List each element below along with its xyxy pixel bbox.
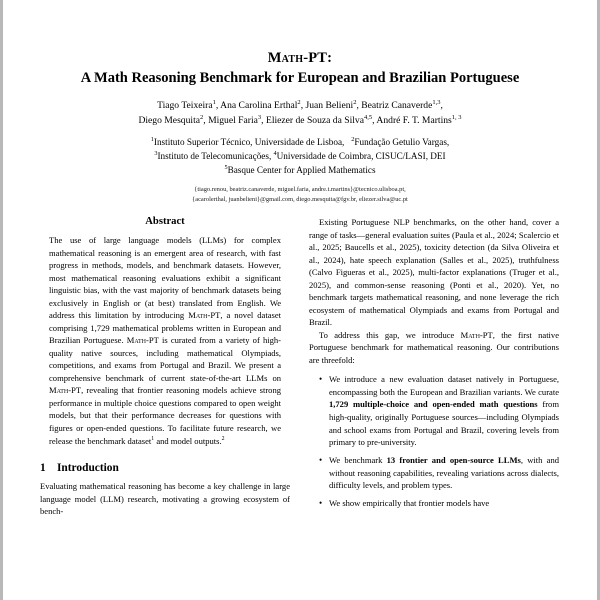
contribution-3-part-1: We show empirically that frontier models have xyxy=(329,498,490,509)
introduction-heading-label: Introduction xyxy=(57,462,119,475)
right-para2-part-2: , the first native Portuguese benchmark for mathematical reasoning. Our contributions are threefold: xyxy=(309,329,560,365)
page-title-line2: A Math Reasoning Benchmark for European and Brazilian Portuguese xyxy=(80,70,520,87)
footnote-marker-1: 1 xyxy=(151,435,155,442)
abstract-heading: Abstract xyxy=(145,216,185,228)
contribution-2-bold: 13 frontier and open-source LLMs xyxy=(386,455,521,466)
contribution-1-part-1: We introduce a new evaluation dataset natively in Portuguese, encompassing both the European and Brazilian variants. We curate xyxy=(329,374,559,397)
abstract-mathpt-2: Math-PT xyxy=(126,335,159,346)
affiliation-line-2: $^3$Instituto de Telecomunicações, $^4$Universidade de Coimbra, CISUC/LASI, DEI xyxy=(154,149,446,161)
list-item xyxy=(320,497,559,510)
paper-page xyxy=(3,0,597,600)
email-line-1: {tiago.renou, beatriz.canaverde, miguel.faria, andre.t.martins}@tecnico.ulisboa.pt, xyxy=(194,185,406,193)
two-column-body xyxy=(40,216,560,517)
right-column xyxy=(309,216,559,517)
author-line-1: Tiago Teixeira$^1$, Ana Carolina Erthal$^2$, Juan Belieni$^2$, Beatriz Canaverde$^{1,3}$, xyxy=(157,98,443,111)
footnote-marker-2: 2 xyxy=(221,435,225,442)
affiliation-line-3: $^5$Basque Center for Applied Mathematics xyxy=(224,163,376,175)
abstract-part-2: , a novel dataset comprising 1,729 mathematical problems written in European and Brazilian Portuguese. xyxy=(49,310,281,346)
contribution-2-part-2: , with and without reasoning capabilities, revealing variations across dialects, difficulty levels, and problem types. xyxy=(329,455,560,491)
title-colon: : xyxy=(327,50,333,66)
author-list xyxy=(40,99,560,128)
contribution-1-part-2: from high-quality, originally Portuguese sources—including Olympiads and school exams from Portugal and Brazil, covering levels from primary to pre-university. xyxy=(329,399,559,448)
abstract-part-1: The use of large language models (LLMs) for complex mathematical reasoning is an emergent area of research, with fast progress in methods, models, and benchmark datasets. However, most mathematical reasoning evaluations exhibit a significant linguistic bias, with the vast majority of benchmark datasets being exclusively in English or (at best) translated from English. We address this limitation by introducing xyxy=(49,235,281,321)
title-mathpt-label: Math-PT xyxy=(267,50,328,66)
introduction-heading xyxy=(40,462,290,474)
abstract-text xyxy=(49,234,281,447)
abstract-part-4: , revealing that frontier reasoning models achieve strong performance in multiple choice questions compared to open weight models, but that their performance decreases for questions with figures or open-ended questions. To facilitate future research, we release the benchmark dataset xyxy=(49,385,281,446)
bullet-icon: • xyxy=(319,454,323,465)
affiliation-list xyxy=(40,136,560,177)
right-paragraph-2 xyxy=(309,329,559,367)
abstract-mathpt-3: Math-PT xyxy=(49,385,82,396)
right-para2-part-1: To address this gap, we introduce xyxy=(319,329,461,340)
introduction-paragraph-1: Evaluating mathematical reasoning has become a key challenge in large language model (LLM) research, motivating a growing ecosystem of bench- xyxy=(40,481,290,517)
right-paragraph-1: Existing Portuguese NLP benchmarks, on the other hand, cover a range of tasks—general evaluation suites (Paula et al., 2024; Scalercio et al., 2025; Baucells et al., 2025), toxicity detection (da Silva Oliveira et al., 2024), hate speech explanation (Salles et al., 2025), truthfulness (Calvo Figueras et al., 2025), multi-factor explanations (Truger et al., 2025), and common-sense reasoning (Ponti et al., 2020). Yet, no benchmark targets mathematical reasoning, and none leverage the rich ecosystem of mathematical Olympiads and exams from Portugal and Brazil. xyxy=(309,217,559,328)
abstract-part-3: is curated from a variety of high-quality native sources, including mathematical Olympiads, competitions, and exams from Portugal and Brazil. We present a comprehensive benchmark of current state-of-the-art LLMs on xyxy=(49,335,281,383)
contribution-2-part-1: We benchmark xyxy=(329,455,387,466)
title-block xyxy=(40,0,560,205)
list-item xyxy=(320,373,559,448)
page-content xyxy=(3,0,597,518)
bullet-icon: • xyxy=(319,373,323,384)
abstract-section xyxy=(49,216,281,447)
left-column xyxy=(40,216,290,517)
abstract-mathpt-1: Math-PT xyxy=(188,310,221,321)
affiliation-line-1: $^1$Instituto Superior Técnico, Universidade de Lisboa, $^2$Fundação Getulio Vargas, xyxy=(150,136,450,148)
email-block xyxy=(40,185,560,206)
contribution-1-bold: 1,729 multiple-choice and open-ended math questions xyxy=(329,399,538,410)
author-line-2: Diego Mesquita$^2$, Miguel Faria$^3$, Eliezer de Souza da Silva$^{4,5}$, André F. T. Martins$^{1, 3}$ xyxy=(138,113,462,126)
list-item xyxy=(320,454,559,492)
abstract-part-5: and model outputs. xyxy=(154,435,222,446)
contributions-list xyxy=(309,373,559,509)
email-line-2: {acarolerthal, juanbelieni}@gmail.com, diego.mesquita@fgv.br, eliezer.silva@uc.pt xyxy=(192,195,408,203)
bullet-icon: • xyxy=(319,497,323,508)
right-para2-mathpt: Math-PT xyxy=(460,329,493,340)
page-title-line1 xyxy=(40,49,560,67)
introduction-section-number: 1 xyxy=(40,462,46,475)
